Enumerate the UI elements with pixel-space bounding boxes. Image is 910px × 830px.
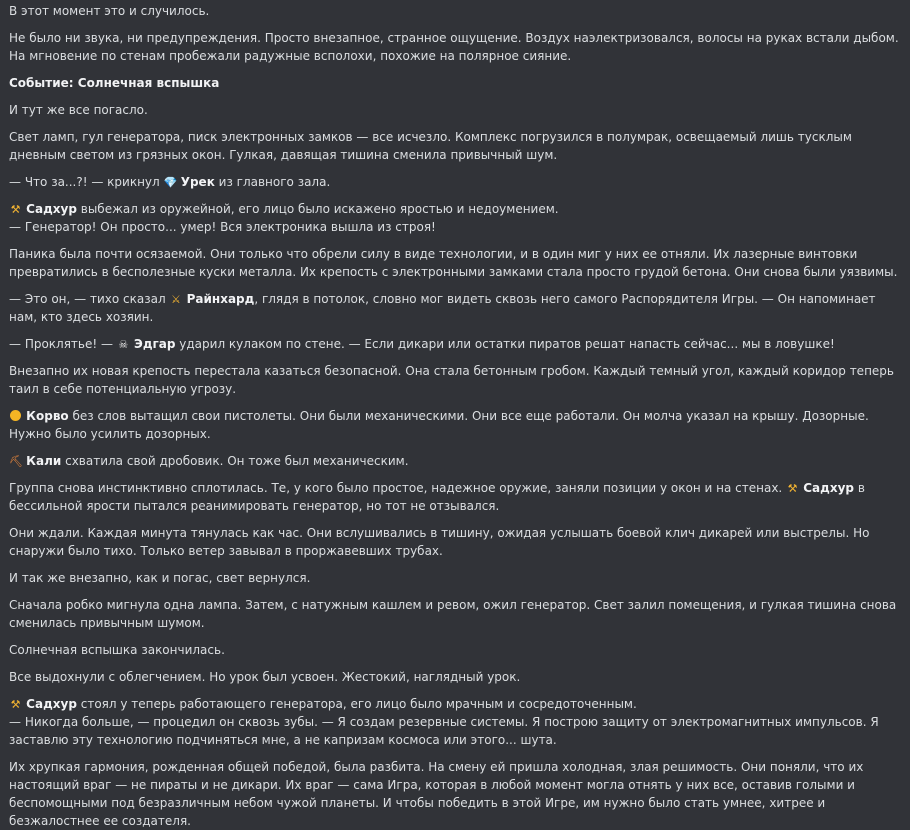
character-name: Кали <box>22 454 62 468</box>
character-name: Урек <box>176 175 215 189</box>
message-paragraph <box>9 668 900 686</box>
paragraph-text: выбежал из оружейной, его лицо было искажено яростью и недоумением. <box>76 202 559 216</box>
message-paragraph <box>9 128 900 164</box>
paragraph-text: ударил кулаком по стене. — Если дикари или остатки пиратов решат напасть сейчас... мы в ловушке! <box>175 337 835 351</box>
message-paragraph <box>9 479 900 515</box>
message-paragraph <box>9 101 900 119</box>
paragraph-text: И тут же все погасло. <box>9 103 148 117</box>
paragraph-text: — Это он, — тихо сказал <box>9 292 170 306</box>
paragraph-text: Не было ни звука, ни предупреждения. Просто внезапное, странное ощущение. Воздух наэлектризовался, волосы на руках встали дыбом. На мгновение по стенам пробежали радужные всполохи, похожие на полярное сияние. <box>9 31 899 63</box>
message-paragraph <box>9 452 900 470</box>
message-paragraph <box>9 641 900 659</box>
message-paragraph <box>9 596 900 632</box>
gem-icon: 💎 <box>163 176 178 189</box>
message-paragraph <box>9 758 900 830</box>
message-paragraph <box>9 407 900 443</box>
paragraph-text: Они ждали. Каждая минута тянулась как час. Они вслушивались в тишину, ожидая услышать боевой клич дикарей или выстрелы. Но снаружи было тихо. Только ветер завывал в проржавевших трубах. <box>9 526 870 558</box>
paragraph-text: Все выдохнули с облегчением. Но урок был усвоен. Жестокий, наглядный урок. <box>9 670 521 684</box>
message-paragraph <box>9 335 900 353</box>
paragraph-text: схватила свой дробовик. Он тоже был механическим. <box>61 454 409 468</box>
paragraph-text: В этот момент это и случилось. <box>9 4 210 18</box>
paragraph-text: — Проклятье! — <box>9 337 117 351</box>
paragraph-text: без слов вытащил свои пистолеты. Они были механическими. Они все еще работали. Он молча указал на крышу. Дозорные. Нужно было усилить дозорных. <box>9 409 869 441</box>
message-paragraph <box>9 569 900 587</box>
paragraph-text: — Никогда больше, — процедил он сквозь зубы. — Я создам резервные системы. Я построю защиту от электромагнитных импульсов. Я заставлю эту технологию подчиняться мне, а не капризам космоса или этого... шута. <box>9 715 879 747</box>
character-name: Садхур <box>22 202 77 216</box>
paragraph-text: в бессильной ярости пытался реанимировать генератор, но тот не отзывался. <box>9 481 865 513</box>
face-icon <box>10 410 21 421</box>
hammer-pick-icon: ⚒ <box>787 482 798 495</box>
crossed-swords-icon: ⚔ <box>171 293 181 306</box>
character-name: Райнхард <box>182 292 255 306</box>
paragraph-text: из главного зала. <box>214 175 331 189</box>
paragraph-text: Паника была почти осязаемой. Они только что обрели силу в виде технологии, и в один миг у них ее отняли. Их лазерные винтовки превратились в бесполезные куски металла. Их крепость с электронными замками стала просто грудой бетона. Они снова были уязвимы. <box>9 247 898 279</box>
message-paragraph <box>9 524 900 560</box>
paragraph-text: стоял у теперь работающего генератора, его лицо было мрачным и сосредоточенным. <box>76 697 637 711</box>
hammer-pick-icon: ⚒ <box>10 203 21 216</box>
character-name: Садхур <box>22 697 77 711</box>
character-name: Эдгар <box>129 337 176 351</box>
paragraph-text: И так же внезапно, как и погас, свет вернулся. <box>9 571 311 585</box>
message-paragraph <box>9 245 900 281</box>
paragraph-text: Свет ламп, гул генератора, писк электронных замков — все исчезло. Комплекс погрузился в полумрак, освещаемый лишь тусклым дневным светом из грязных окон. Гулкая, давящая тишина сменила привычный шум. <box>9 130 852 162</box>
paragraph-text: — Генератор! Он просто... умер! Вся электроника вышла из строя! <box>9 220 436 234</box>
message-paragraph <box>9 173 900 191</box>
paragraph-text: Солнечная вспышка закончилась. <box>9 643 225 657</box>
paragraph-text: Их хрупкая гармония, рожденная общей победой, была разбита. На смену ей пришла холодная, злая решимость. Они поняли, что их настоящий враг — не пираты и не дикари. Их враг — сама Игра, которая в любой момент могла отнять у них все, оставив голыми и беспомощными под безразличным небом чужой планеты. И чтобы победить в этой Игре, им нужно было стать умнее, хитрее и безжалостнее ее создателя. <box>9 760 864 828</box>
character-name: Корво <box>22 409 69 423</box>
message-paragraph <box>9 290 900 326</box>
pickaxe-icon: ⛏ <box>9 455 23 468</box>
message-paragraph <box>9 2 900 20</box>
skull-icon: ☠ <box>118 338 129 351</box>
character-name: Садхур <box>799 481 854 495</box>
character-name: Событие: Солнечная вспышка <box>9 76 220 90</box>
paragraph-text: Внезапно их новая крепость перестала казаться безопасной. Она стала бетонным гробом. Каждый темный угол, каждый коридор теперь таил в себе потенциальную угрозу. <box>9 364 894 396</box>
hammer-pick-icon: ⚒ <box>10 698 21 711</box>
paragraph-text: Группа снова инстинктивно сплотилась. Те, у кого было простое, надежное оружие, заняли позиции у окон и на стенах. <box>9 481 787 495</box>
message-paragraph <box>9 200 900 236</box>
message-paragraph <box>9 695 900 749</box>
paragraph-text: , глядя в потолок, словно мог видеть сквозь него самого Распорядителя Игры. — Он напоминает нам, кто здесь хозяин. <box>9 292 876 324</box>
message-paragraph <box>9 29 900 65</box>
paragraph-text: — Что за...?! — крикнул <box>9 175 164 189</box>
message-paragraph <box>9 362 900 398</box>
message-paragraph <box>9 74 900 92</box>
paragraph-text: Сначала робко мигнула одна лампа. Затем, с натужным кашлем и ревом, ожил генератор. Свет залил помещения, и гулкая тишина снова сменилась привычным шумом. <box>9 598 897 630</box>
